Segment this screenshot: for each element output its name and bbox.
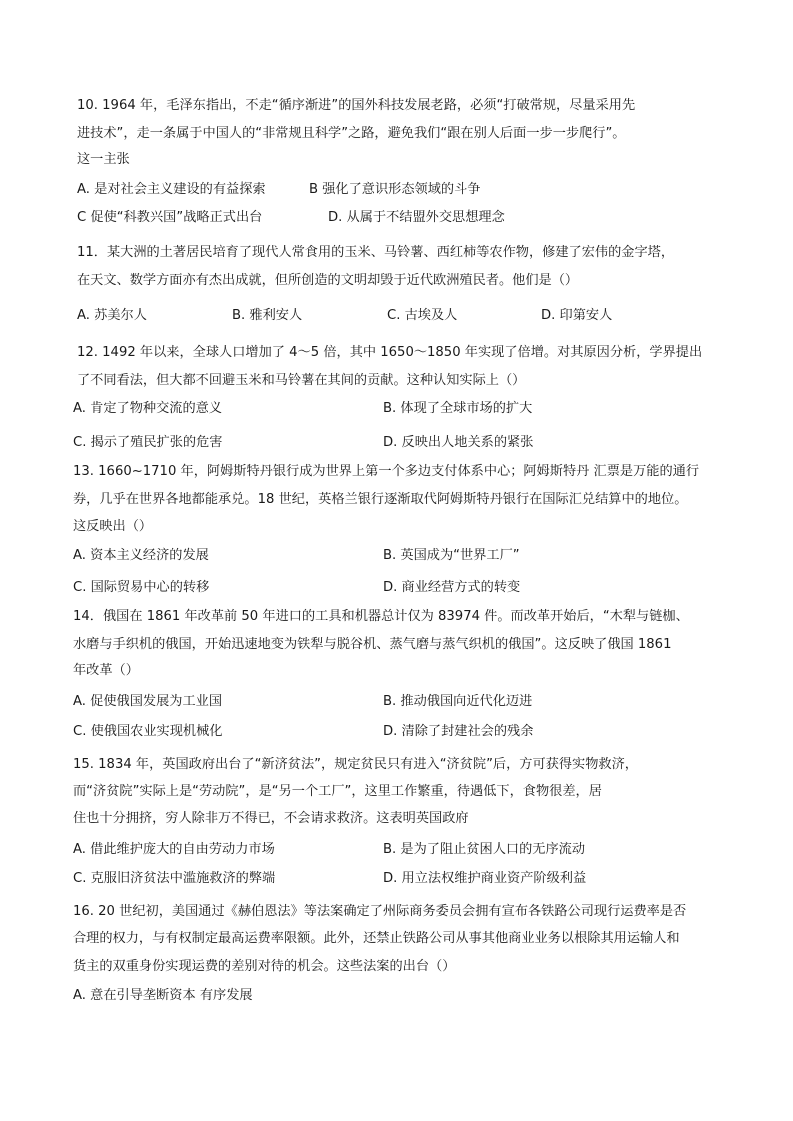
question-11-option-a[interactable]: A. 苏美尔人 (77, 308, 147, 323)
question-16-option-a[interactable]: A. 意在引导垄断资本 有序发展 (73, 988, 253, 1003)
question-12-option-a[interactable]: A. 肯定了物种交流的意义 (73, 401, 223, 416)
question-13-line-2: 券，几乎在世界各地都能承兑。18 世纪，英格兰银行逐渐取代阿姆斯特丹银行在国际汇兑结算中的地位。 (73, 492, 688, 507)
question-14-option-b[interactable]: B. 推动俄国向近代化迈进 (383, 694, 533, 709)
question-14-option-a[interactable]: A. 促使俄国发展为工业国 (73, 694, 223, 709)
question-16-line-1: 16. 20 世纪初，美国通过《赫伯恩法》等法案确定了州际商务委员会拥有宣布各铁路公司现行运费率是否 (73, 904, 687, 919)
question-10-line-3: 这一主张 (77, 152, 130, 167)
question-15-option-d[interactable]: D. 用立法权维护商业资产阶级利益 (383, 871, 587, 886)
question-15-option-a[interactable]: A. 借此维护庞大的自由劳动力市场 (73, 842, 275, 857)
question-15-line-1: 15. 1834 年，英国政府出台了“新济贫法”，规定贫民只有进入“济贫院”后，方可获得实物救济， (73, 757, 638, 772)
question-13-option-a[interactable]: A. 资本主义经济的发展 (73, 548, 209, 563)
question-12-line-1: 12. 1492 年以来，全球人口增加了 4～5 倍，其中 1650～1850 年实现了倍增。对其原因分析，学界提出 (77, 345, 703, 360)
question-10-option-b[interactable]: B 强化了意识形态领域的斗争 (309, 182, 481, 197)
question-12-line-2: 了不同看法，但大都不回避玉米和马铃薯在其间的贡献。这种认知实际上（） (77, 373, 526, 388)
question-11-line-1: 11．某大洲的土著居民培育了现代人常食用的玉米、马铃薯、西红柿等农作物，修建了宏伟的金字塔， (77, 245, 675, 260)
question-15-line-2: 而“济贫院”实际上是“劳动院”，是“另一个工厂”，这里工作繁重，待遇低下，食物很差，居 (73, 784, 602, 799)
question-12-option-c[interactable]: C. 揭示了殖民扩张的危害 (73, 435, 223, 450)
question-13-line-3: 这反映出（） (73, 519, 153, 534)
question-11-option-b[interactable]: B. 雅利安人 (232, 308, 303, 323)
question-11-option-c[interactable]: C. 古埃及人 (387, 308, 458, 323)
question-15-option-b[interactable]: B. 是为了阻止贫困人口的无序流动 (383, 842, 586, 857)
question-16-line-2: 合理的权力，与有权制定最高运费率限额。此外，还禁止铁路公司从事其他商业业务以根除其用运输人和 (73, 931, 680, 946)
question-14-option-c[interactable]: C. 使俄国农业实现机械化 (73, 724, 223, 739)
question-10-option-d[interactable]: D. 从属于不结盟外交思想理念 (328, 210, 505, 225)
question-11-option-d[interactable]: D. 印第安人 (541, 308, 613, 323)
question-13-option-d[interactable]: D. 商业经营方式的转变 (383, 580, 521, 595)
question-15-line-3: 住也十分拥挤，穷人除非万不得已，不会请求救济。这表明英国政府 (73, 811, 469, 826)
question-14-line-1: 14．俄国在 1861 年改革前 50 年进口的工具和机器总计仅为 83974 件。而改革开始后，“木犁与链枷、 (73, 609, 689, 624)
question-14-line-2: 水磨与手织机的俄国，开始迅速地变为铁犁与脱谷机、蒸气磨与蒸气织机的俄国”。这反映了俄国 1861 (73, 637, 672, 652)
question-14-line-3: 年改革（） (73, 663, 139, 678)
question-13-line-1: 13. 1660~1710 年，阿姆斯特丹银行成为世界上第一个多边支付体系中心；阿姆斯特丹 汇票是万能的通行 (73, 464, 700, 479)
question-11-line-2: 在天文、数学方面亦有杰出成就，但所创造的文明却毁于近代欧洲殖民者。他们是（） (77, 273, 579, 288)
question-10-line-1: 10. 1964 年，毛泽东指出，不走“循序渐进”的国外科技发展老路，必须“打破常规，尽量采用先 (77, 98, 636, 113)
question-15-option-c[interactable]: C. 克服旧济贫法中滥施救济的弊端 (73, 871, 276, 886)
question-13-option-b[interactable]: B. 英国成为“世界工厂” (383, 548, 520, 563)
question-13-option-c[interactable]: C. 国际贸易中心的转移 (73, 580, 210, 595)
question-16-line-3: 货主的双重身份实现运费的差别对待的机会。这些法案的出台（） (73, 959, 456, 974)
question-10-option-a[interactable]: A. 是对社会主义建设的有益探索 (77, 182, 266, 197)
question-14-option-d[interactable]: D. 清除了封建社会的残余 (383, 724, 534, 739)
question-10-option-c[interactable]: C 促使“科教兴国”战略正式出台 (77, 210, 263, 225)
question-12-option-d[interactable]: D. 反映出人地关系的紧张 (383, 435, 534, 450)
question-10-line-2: 进技术”，走一条属于中国人的“非常规且科学”之路，避免我们“跟在别人后面一步一步爬行”。 (77, 126, 626, 141)
question-12-option-b[interactable]: B. 体现了全球市场的扩大 (383, 401, 533, 416)
